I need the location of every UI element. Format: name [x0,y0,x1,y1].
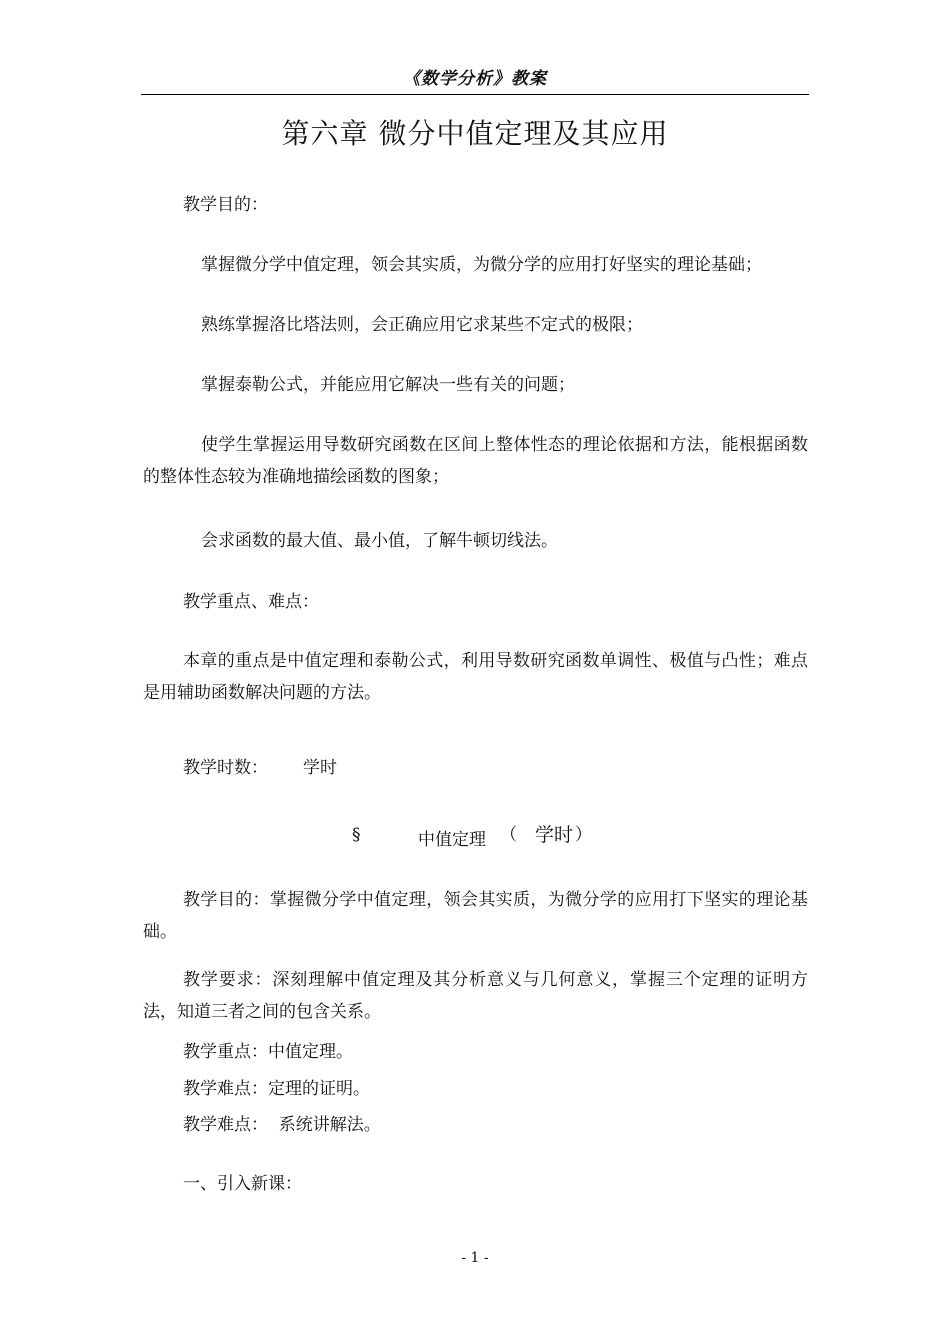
section-name: 中值定理 [418,830,486,850]
page-number: - 1 - [461,1250,489,1266]
objective-item: 熟练掌握洛比塔法则，会正确应用它求某些不定式的极限； [201,315,643,335]
section-requirement: 教学要求：深刻理解中值定理及其分析意义与几何意义，掌握三个定理的证明方法，知道三者之间的包含关系。 [143,970,808,1022]
key-points-label: 教学重点、难点： [183,592,319,612]
intro-heading: 一、引入新课： [183,1174,302,1194]
header-divider [141,94,809,95]
chapter-title: 第六章 微分中值定理及其应用 [281,117,669,150]
running-header: 《数学分析》教案 [403,69,547,89]
section-method: 教学难点： 系统讲解法。 [183,1115,381,1135]
section-symbol: § [352,825,361,845]
objectives-label: 教学目的： [183,195,268,215]
section-hours: 学时 [535,824,574,846]
objective-item: 掌握泰勒公式，并能应用它解决一些有关的问题； [201,375,575,395]
section-purpose: 教学目的：掌握微分学中值定理，领会其实质，为微分学的应用打下坚实的理论基础。 [143,890,808,942]
objective-item: 使学生掌握运用导数研究函数在区间上整体性态的理论依据和方法，能根据函数的整体性态较为准确地描绘函数的图象； [143,435,808,487]
section-paren-close: ） [575,825,592,845]
key-points-text: 本章的重点是中值定理和泰勒公式，利用导数研究函数单调性、极值与凸性；难点是用辅助函数解决问题的方法。 [143,651,808,703]
section-paren-open: （ [500,825,517,845]
section-difficulty: 教学难点：定理的证明。 [183,1079,370,1099]
section-focus: 教学重点：中值定理。 [183,1042,353,1062]
hours-label: 教学时数： [183,758,268,778]
objective-item: 会求函数的最大值、最小值，了解牛顿切线法。 [201,531,558,551]
objective-item: 掌握微分学中值定理，领会其实质，为微分学的应用打好坚实的理论基础； [201,255,762,275]
hours-value: 学时 [303,758,337,778]
